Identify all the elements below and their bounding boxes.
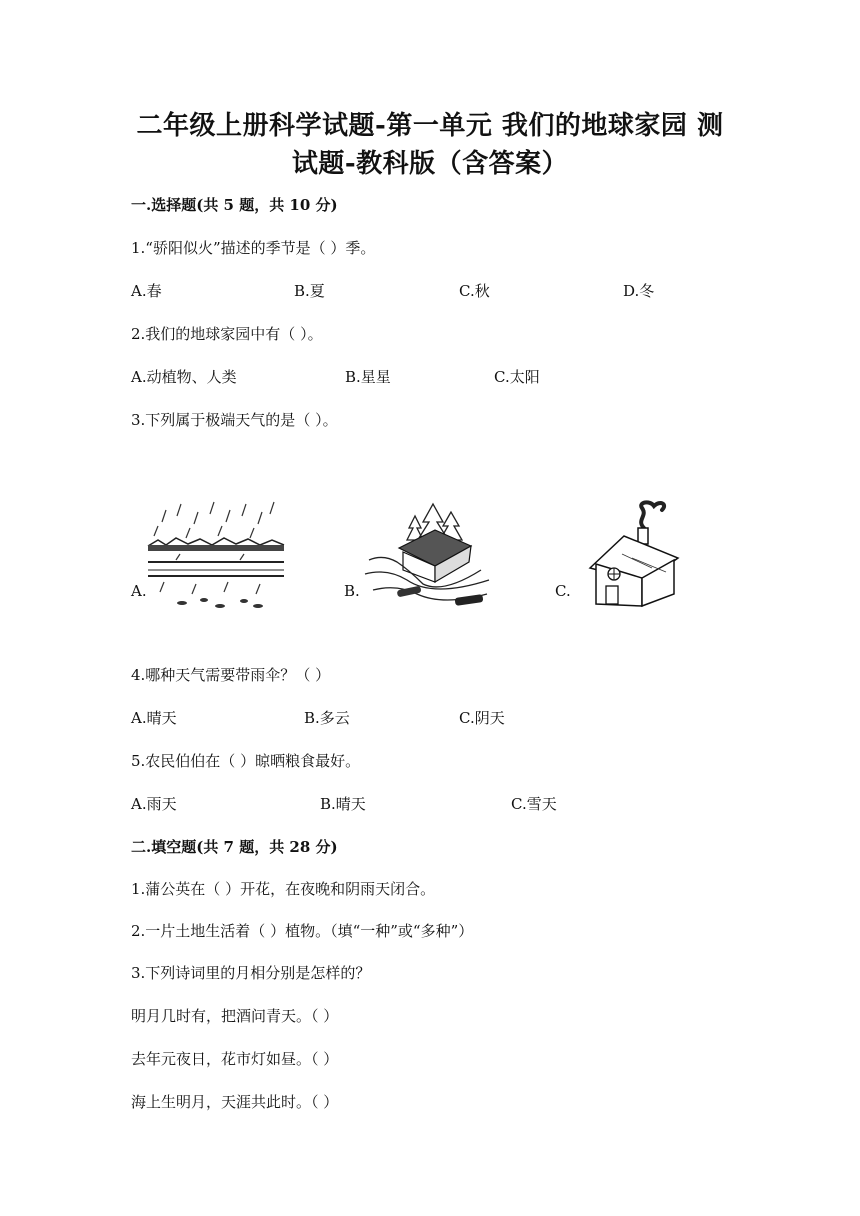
q1-5-option-c: C.雪天 [511, 795, 557, 813]
house-scene-image [582, 498, 687, 613]
section-2-heading: 二.填空题(共 7 题，共 28 分) [131, 838, 338, 856]
q1-3-option-b: B. [344, 582, 360, 600]
q1-2-option-c: C.太阳 [494, 368, 540, 386]
q1-2-option-b: B.星星 [345, 368, 391, 386]
flood-scene-image [363, 500, 493, 615]
question-1-5: 5.农民伯伯在（ ）晾晒粮食最好。 [131, 752, 361, 770]
question-2-1: 1.蒲公英在（ ）开花，在夜晚和阴雨天闭合。 [131, 880, 436, 898]
q1-1-option-a: A.春 [131, 282, 162, 300]
q1-5-option-a: A.雨天 [131, 795, 177, 813]
question-2-2: 2.一片土地生活着（ ）植物。（填“一种”或“多种”） [131, 922, 474, 940]
rain-scene-image [146, 500, 286, 615]
q1-4-option-a: A.晴天 [131, 709, 177, 727]
q1-5-option-b: B.晴天 [320, 795, 366, 813]
question-1-3: 3.下列属于极端天气的是（ ）。 [131, 411, 338, 429]
question-1-1: 1.“骄阳似火”描述的季节是（ ）季。 [131, 239, 376, 257]
poem-line-3: 海上生明月，天涯共此时。（ ） [131, 1093, 339, 1111]
q1-2-option-a: A.动植物、人类 [131, 368, 237, 386]
poem-line-1: 明月几时有，把酒问青天。（ ） [131, 1007, 339, 1025]
question-1-4: 4.哪种天气需要带雨伞？（ ） [131, 666, 331, 684]
q1-3-option-a: A. [131, 582, 147, 600]
poem-line-2: 去年元夜日，花市灯如昼。（ ） [131, 1050, 339, 1068]
question-2-3: 3.下列诗词里的月相分别是怎样的？ [131, 964, 371, 982]
q1-4-option-b: B.多云 [304, 709, 350, 727]
q1-1-option-b: B.夏 [294, 282, 325, 300]
q1-1-option-d: D.冬 [623, 282, 655, 300]
q1-1-option-c: C.秋 [459, 282, 490, 300]
question-1-2: 2.我们的地球家园中有（ ）。 [131, 325, 323, 343]
q1-4-option-c: C.阴天 [459, 709, 505, 727]
q1-3-option-c: C. [555, 582, 571, 600]
section-1-heading: 一.选择题(共 5 题，共 10 分) [131, 196, 338, 214]
page-title-line-1: 二年级上册科学试题-第一单元 我们的地球家园 测 [136, 111, 724, 141]
page-title-line-2: 试题-教科版（含答案） [291, 149, 569, 179]
